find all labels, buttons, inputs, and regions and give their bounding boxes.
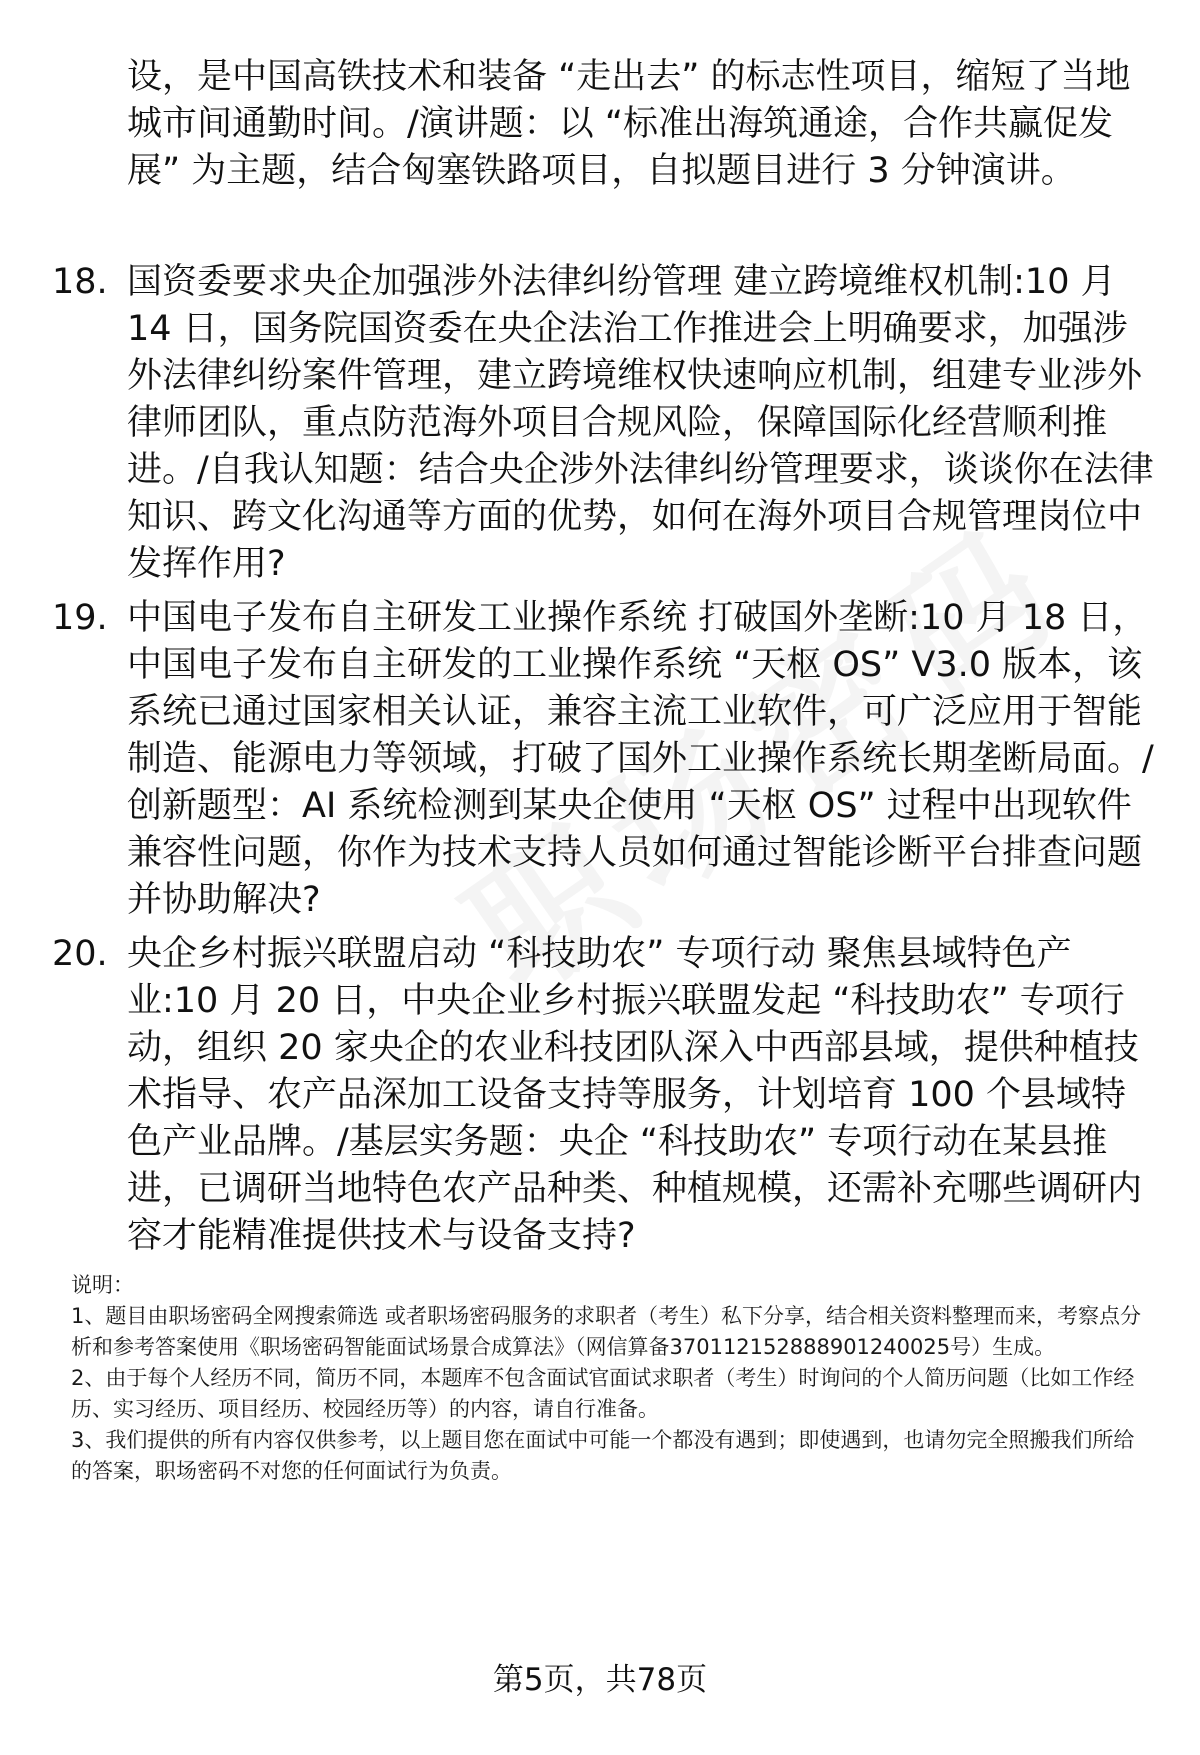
list-item — [52, 595, 1160, 924]
item-text: 央企乡村振兴联盟启动 “科技助农” 专项行动 聚焦县域特色产业:10 月 20 日，中央企业乡村振兴联盟发起 “科技助农” 专项行动，组织 20 家央企的农业科技团队深入中西部县域，提供种植技术指导、农产品深加工设备支持等服务，计划培育 100 个县域特色产业品牌。/基层实务题：央企 “科技助农” 专项行动在某县推进，已调研当地特色农产品种类、种植规模，还需补充哪些调研内容才能精准提供技术与设备支持? — [127, 934, 1143, 1256]
item-number: 20. — [52, 934, 108, 974]
continued-paragraph: 设，是中国高铁技术和装备 “走出去” 的标志性项目，缩短了当地城市间通勤时间。/演讲题：以 “标准出海筑通途，合作共赢促发展” 为主题，结合匈塞铁路项目，自拟题目进行 3 分钟演讲。 — [127, 57, 1131, 191]
page-number: 第5页，共78页 — [492, 1662, 708, 1698]
list-item — [52, 931, 1160, 1260]
notes-heading: 说明： — [71, 1273, 134, 1297]
notes-section — [71, 1270, 1151, 1487]
item-text: 国资委要求央企加强涉外法律纠纷管理 建立跨境维权机制:10 月 14 日，国务院国资委在央企法治工作推进会上明确要求，加强涉外法律纠纷案件管理，建立跨境维权快速响应机制，组建专业涉外律师团队，重点防范海外项目合规风险，保障国际化经营顺利推进。/自我认知题：结合央企涉外法律纠纷管理要求，谈谈你在法律知识、跨文化沟通等方面的优势，如何在海外项目合规管理岗位中发挥作用? — [127, 262, 1154, 584]
note-line-2: 2、由于每个人经历不同，简历不同，本题库不包含面试官面试求职者（考生）时询问的个人简历问题（比如工作经历、实习经历、项目经历、校园经历等）的内容，请自行准备。 — [71, 1366, 1135, 1421]
item-text: 中国电子发布自主研发工业操作系统 打破国外垄断:10 月 18 日，中国电子发布自主研发的工业操作系统 “天枢 OS” V3.0 版本，该系统已通过国家相关认证，兼容主流工业软件，可广泛应用于智能制造、能源电力等领域，打破了国外工业操作系统长期垄断局面。/创新题型：AI 系统检测到某央企使用 “天枢 OS” 过程中出现软件兼容性问题，你作为技术支持人员如何通过智能诊断平台排查问题并协助解决? — [127, 598, 1154, 920]
list-item — [52, 259, 1160, 588]
item-number: 18. — [52, 262, 108, 302]
note-line-1: 1、题目由职场密码全网搜索筛选 或者职场密码服务的求职者（考生）私下分享，结合相关资料整理而来，考察点分析和参考答案使用《职场密码智能面试场景合成算法》（网信算备370112152888901240025号）生成。 — [71, 1304, 1142, 1359]
item-number: 19. — [52, 598, 108, 638]
note-line-3: 3、我们提供的所有内容仅供参考，以上题目您在面试中可能一个都没有遇到；即使遇到，也请勿完全照搬我们所给的答案，职场密码不对您的任何面试行为负责。 — [71, 1428, 1135, 1483]
